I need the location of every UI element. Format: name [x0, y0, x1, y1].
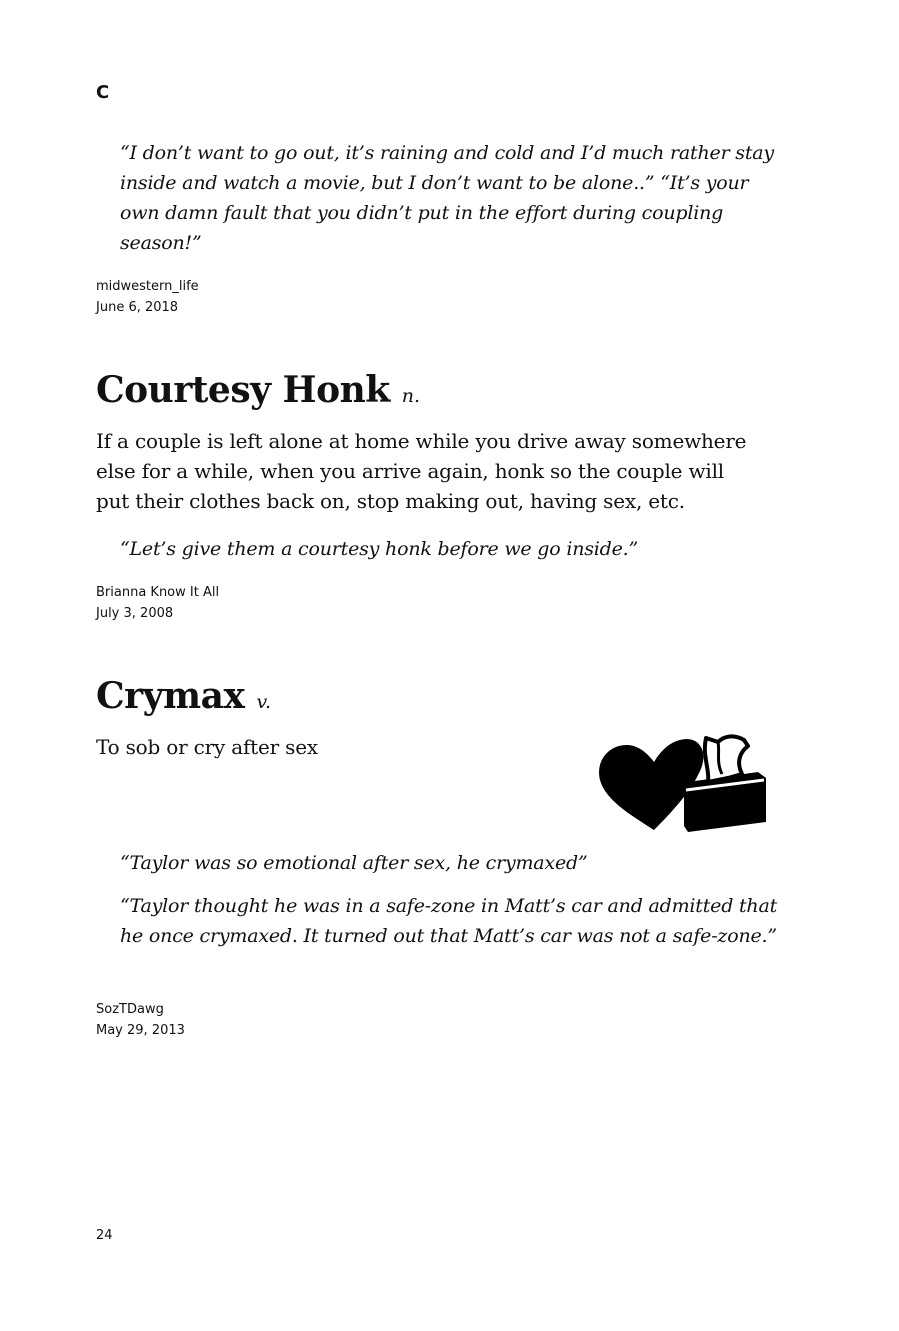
- example-quote: “I don’t want to go out, it’s raining and cold and I’d much rather stay inside and watch a movie, but I don’t want to be alone..” “It’s your own damn fault that you didn’t put in the effort during coupling season!”: [120, 142, 774, 254]
- part-of-speech: v.: [256, 691, 271, 713]
- heart-and-tissue-box-icon: [596, 730, 770, 836]
- entry-date: June 6, 2018: [96, 300, 179, 315]
- entry-author: SozTDawg: [96, 1002, 164, 1017]
- entry-term: [96, 368, 420, 418]
- example-quote: “Taylor was so emotional after sex, he crymaxed”: [120, 852, 588, 874]
- entry-date: July 3, 2008: [96, 606, 174, 621]
- entry-author: midwestern_life: [96, 279, 199, 294]
- example-quote: “Let’s give them a courtesy honk before we go inside.”: [120, 538, 639, 560]
- example-quote: “Taylor thought he was in a safe-zone in Matt’s car and admitted that he once crymaxed. It turned out that Matt’s car was not a safe-zone.”: [120, 895, 778, 947]
- page-number: 24: [96, 1228, 113, 1243]
- entry-definition: To sob or cry after sex: [96, 735, 318, 759]
- entry-term: [96, 674, 271, 724]
- entry-definition: If a couple is left alone at home while you drive away somewhere else for a while, when you arrive again, honk so the couple will put their clothes back on, stop making out, having sex, etc.: [96, 429, 747, 513]
- entry-term-text: Courtesy Honk: [96, 369, 390, 411]
- entry-author: Brianna Know It All: [96, 585, 220, 600]
- section-letter: C: [96, 82, 110, 103]
- entry-term-text: Crymax: [96, 675, 245, 717]
- part-of-speech: n.: [401, 385, 421, 407]
- entry-date: May 29, 2013: [96, 1023, 185, 1038]
